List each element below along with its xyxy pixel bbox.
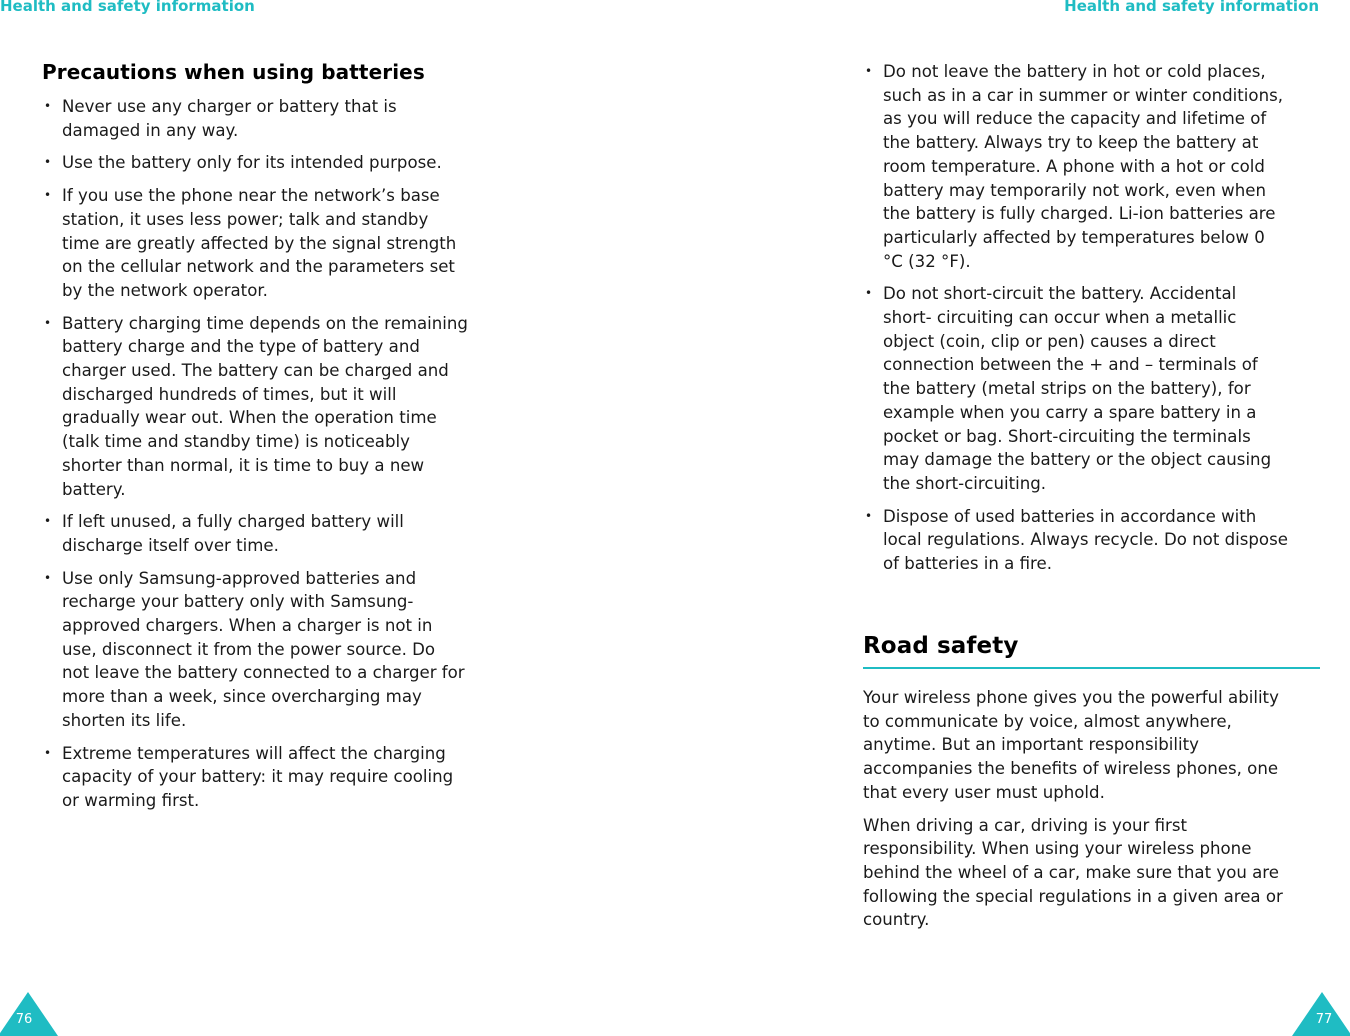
list-item: • Use only Samsung-approved batteries and recharge your battery only with Samsung- approved chargers. When a charger is not in use, disconnect it from the power source. Do not leave the battery connected to a charger for more than a week, since overcharging may shorten its life.: [44, 568, 465, 730]
right-page-content: [863, 60, 1321, 585]
page-number-tab: [1292, 990, 1350, 1036]
running-header: Health and safety information: [0, 0, 255, 15]
left-page-content: [42, 58, 500, 822]
bullet-icon: •: [44, 570, 52, 585]
list-item: • Do not leave the battery in hot or cold places, such as in a car in summer or winter conditions, as you will reduce the capacity and lifetime of the battery. Always try to keep the battery at room temperature. A phone with a hot or cold battery may temporarily not work, even when the battery is fully charged. Li-ion batteries are particularly affected by temperatures below 0 °C (32 °F).: [865, 62, 1284, 271]
list-item: • Never use any charger or battery that is damaged in any way.: [44, 97, 397, 140]
list-item: • If you use the phone near the network’s base station, it uses less power; talk and standby time are greatly affected by the signal strength on the cellular network and the parameters set by the network operator.: [44, 186, 457, 300]
list-item: • Do not short-circuit the battery. Accidental short- circuiting can occur when a metallic object (coin, clip or pen) causes a direct connection between the + and – terminals of the battery (metal strips on the battery), for example when you carry a spare battery in a pocket or bag. Short-circuiting the terminals may damage the battery or the object causing the short-circuiting.: [865, 284, 1272, 493]
paragraph: When driving a car, driving is your first responsibility. When using your wireless phone behind the wheel of a car, make sure that you are following the special regulations in a given area or country.: [863, 815, 1283, 930]
bullet-icon: •: [44, 315, 52, 330]
bullet-icon: •: [44, 745, 52, 760]
section-title: Road safety: [863, 631, 1320, 669]
page-number-tab: [0, 990, 58, 1036]
list-item: • Dispose of used batteries in accordance with local regulations. Always recycle. Do not dispose of batteries in a fire.: [865, 506, 1288, 574]
bullet-icon: •: [865, 64, 873, 78]
bullet-icon: •: [44, 514, 52, 529]
bullet-icon: •: [865, 286, 873, 301]
page-number: 76: [15, 1012, 33, 1027]
bullet-icon: •: [44, 155, 52, 170]
battery-precautions-list-continued: [863, 60, 1321, 576]
running-header: Health and safety information: [1064, 0, 1319, 15]
right-page: [675, 0, 1350, 1036]
bullet-icon: •: [44, 99, 52, 113]
list-item: • Use the battery only for its intended purpose.: [42, 151, 500, 175]
battery-precautions-list: [42, 95, 500, 813]
road-safety-section: [863, 631, 1320, 941]
page-number: 77: [1315, 1012, 1333, 1027]
section-title: Precautions when using batteries: [42, 60, 425, 84]
paragraph: Your wireless phone gives you the powerful ability to communicate by voice, almost anywhere, anytime. But an important responsibility accompanies the benefits of wireless phones, one that every user must uphold.: [863, 688, 1279, 802]
bullet-icon: •: [865, 508, 873, 523]
list-item: • Battery charging time depends on the remaining battery charge and the type of battery and charger used. The battery can be charged and discharged hundreds of times, but it will gradually wear out. When the operation time (talk time and standby time) is noticeably shorter than normal, it is time to buy a new battery.: [44, 313, 468, 499]
list-item: • Extreme temperatures will affect the charging capacity of your battery: it may require cooling or warming first.: [44, 743, 454, 810]
list-item: • If left unused, a fully charged battery will discharge itself over time.: [44, 512, 404, 555]
bullet-icon: •: [44, 188, 52, 203]
